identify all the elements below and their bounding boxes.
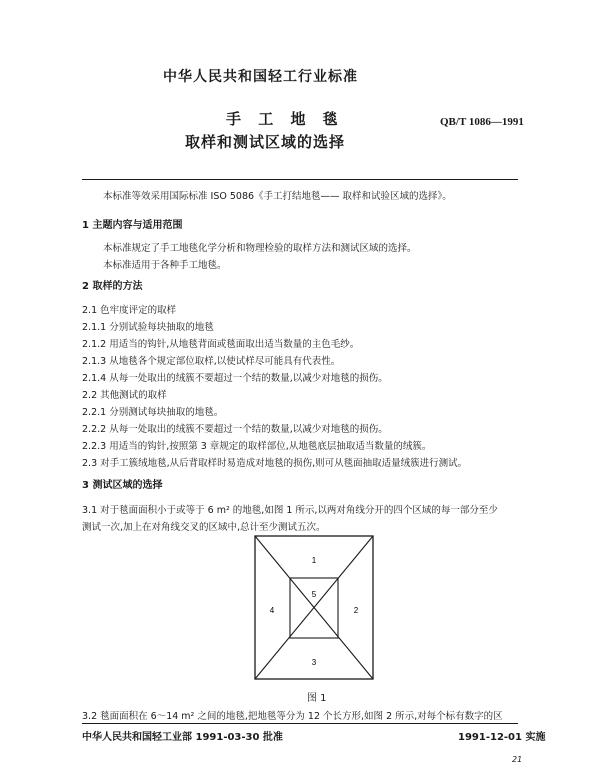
figure-1-caption: 图 1 (307, 693, 327, 704)
area-label-3: 3 (311, 658, 317, 667)
clause-2-2-3: 2.2.3 用适当的钩针,按照第 3 章规定的取样部位,从地毯底层抽取适当数量的绒簇。 (82, 441, 432, 452)
clause-3-2: 3.2 毯面面积在 6～14 m² 之间的地毯,把地毯等分为 12 个长方形,如图 2 所示,对每个标有数字的区 (82, 711, 503, 722)
clause-2-2-2: 2.2.2 从每一处取出的绒簇不要超过一个结的数量,以减少对地毯的损伤。 (82, 424, 388, 435)
document-subtitle: 取样和测试区域的选择 (185, 133, 346, 151)
footer-divider (82, 723, 518, 724)
clause-3-1-line-1: 3.1 对于毯面面积小于或等于 6 m² 的地毯,如图 1 所示,以两对角线分开的四个区域的每一部分至少 (82, 505, 498, 516)
section-1-paragraph-1: 本标准规定了手工地毯化学分析和物理检验的取样方法和测试区域的选择。 (103, 243, 417, 254)
section-1-paragraph-2: 本标准适用于各种手工地毯。 (103, 260, 227, 271)
approval-date: 中华人民共和国轻工业部 1991-03-30 批准 (82, 732, 283, 743)
page-number: 21 (512, 755, 523, 764)
clause-2-1-2: 2.1.2 用适当的钩针,从地毯背面或毯面取出适当数量的主色毛纱。 (82, 339, 360, 350)
clause-2-3: 2.3 对手工簇绒地毯,从后背取样时易造成对地毯的损伤,则可从毯面抽取适量绒簇进行测试。 (82, 458, 468, 469)
document-title: 手 工 地 毯 (226, 110, 344, 128)
standard-number: QB/T 1086—1991 (440, 116, 524, 128)
area-label-4: 4 (269, 606, 275, 615)
clause-2-2: 2.2 其他测试的取样 (82, 390, 167, 401)
area-label-5: 5 (311, 590, 317, 599)
clause-2-1: 2.1 色牢度评定的取样 (82, 305, 177, 316)
clause-2-1-1: 2.1.1 分别试验每块抽取的地毯 (82, 322, 214, 333)
area-label-2: 2 (353, 606, 359, 615)
figure-1-diagram (252, 533, 377, 683)
ministry-standard-header: 中华人民共和国轻工行业标准 (163, 69, 358, 85)
header-divider (82, 179, 518, 180)
area-label-1: 1 (311, 556, 317, 565)
clause-2-1-4: 2.1.4 从每一处取出的绒簇不要超过一个结的数量,以减少对地毯的损伤。 (82, 373, 388, 384)
section-3-heading: 3 测试区域的选择 (82, 480, 163, 491)
section-1-heading: 1 主题内容与适用范围 (82, 220, 183, 231)
clause-2-2-1: 2.2.1 分别测试每块抽取的地毯。 (82, 407, 224, 418)
intro-paragraph: 本标准等效采用国际标准 ISO 5086《手工打结地毯—— 取样和试验区域的选择》。 (103, 191, 452, 202)
clause-3-1-line-2: 测试一次,加上在对角线交叉的区域中,总计至少测试五次。 (82, 522, 326, 533)
implementation-date: 1991-12-01 实施 (458, 732, 546, 743)
clause-2-1-3: 2.1.3 从地毯各个规定部位取样,以使试样尽可能具有代表性。 (82, 356, 341, 367)
section-2-heading: 2 取样的方法 (82, 281, 143, 292)
